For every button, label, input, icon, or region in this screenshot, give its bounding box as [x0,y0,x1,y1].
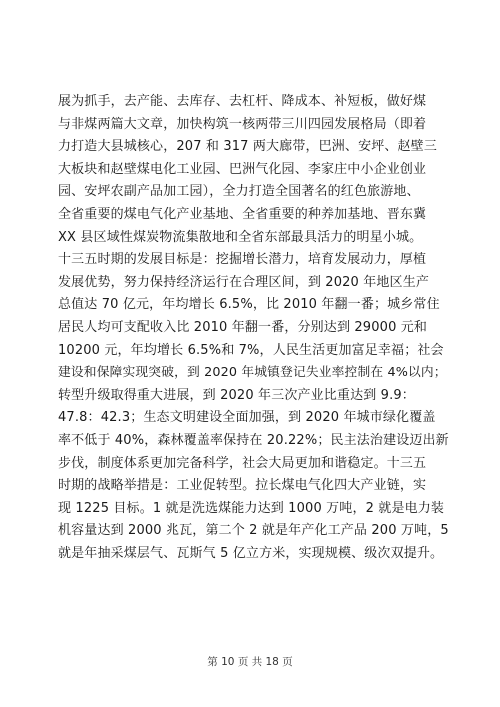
text-line: 建设和保障实现突破，到 2020 年城镇登记失业率控制在 4%以内； [58,365,447,381]
text-line: 机容量达到 2000 兆瓦，第二个 2 就是年产化工产品 200 万吨，5 [58,523,449,539]
text-line: 力打造大县城核心，207 和 317 两大廊带，巴洲、安坪、赵壁三 [58,139,437,155]
body-text [58,91,450,565]
text-line: 10200 元，年均增长 6.5%和 7%，人民生活更加富足幸福；社会 [58,342,444,358]
text-line: 园、安坪农副产品加工园），全力打造全国著名的红色旅游地、 [58,184,420,200]
text-line: 率不低于 40%，森林覆盖率保持在 20.22%；民主法治建设迈出新 [58,432,449,448]
text-line: 十三五时期的发展目标是：挖掘增长潜力，培育发展动力，厚植 [58,252,427,268]
text-line: 大板块和赵壁煤电化工业园、巴洲气化园、李家庄中小企业创业 [58,161,427,177]
text-line: 转型升级取得重大进展，到 2020 年三次产业比重达到 9.9： [58,387,415,403]
text-line: 发展优势，努力保持经济运行在合理区间，到 2020 年地区生产 [58,274,429,290]
text-line: 全省重要的煤电气化产业基地、全省重要的种养加基地、晋东冀 [58,206,427,222]
text-line: 与非煤两篇大文章，加快构筑一核两带三川四园发展格局（即着 [58,116,427,132]
text-line: 现 1225 目标。1 就是洗选煤能力达到 1000 万吨，2 就是电力装 [58,500,445,516]
text-line: 总值达 70 亿元，年均增长 6.5%，比 2010 年翻一番；城乡常住 [58,297,440,313]
text-line: 时期的战略举措是：工业促转型。拉长煤电气化四大产业链，实 [58,478,427,494]
text-line: 47.8：42.3；生态文明建设全面加强，到 2020 年城市绿化覆盖 [58,410,436,426]
text-line: 就是年抽采煤层气、瓦斯气 5 亿立方米，实现规模、级次双提升。 [58,545,444,561]
text-line: 展为抓手，去产能、去库存、去杠杆、降成本、补短板，做好煤 [58,94,427,109]
text-line: 步伐，制度体系更加完备科学，社会大局更加和谐稳定。十三五 [58,455,427,471]
page-number-footer: 第 10 页 共 18 页 [207,656,293,668]
text-line: 居民人均可支配收入比 2010 年翻一番，分别达到 29000 元和 [58,319,428,335]
text-line: XX 县区域性煤炭物流集散地和全省东部最具活力的明星小城。 [58,229,423,245]
